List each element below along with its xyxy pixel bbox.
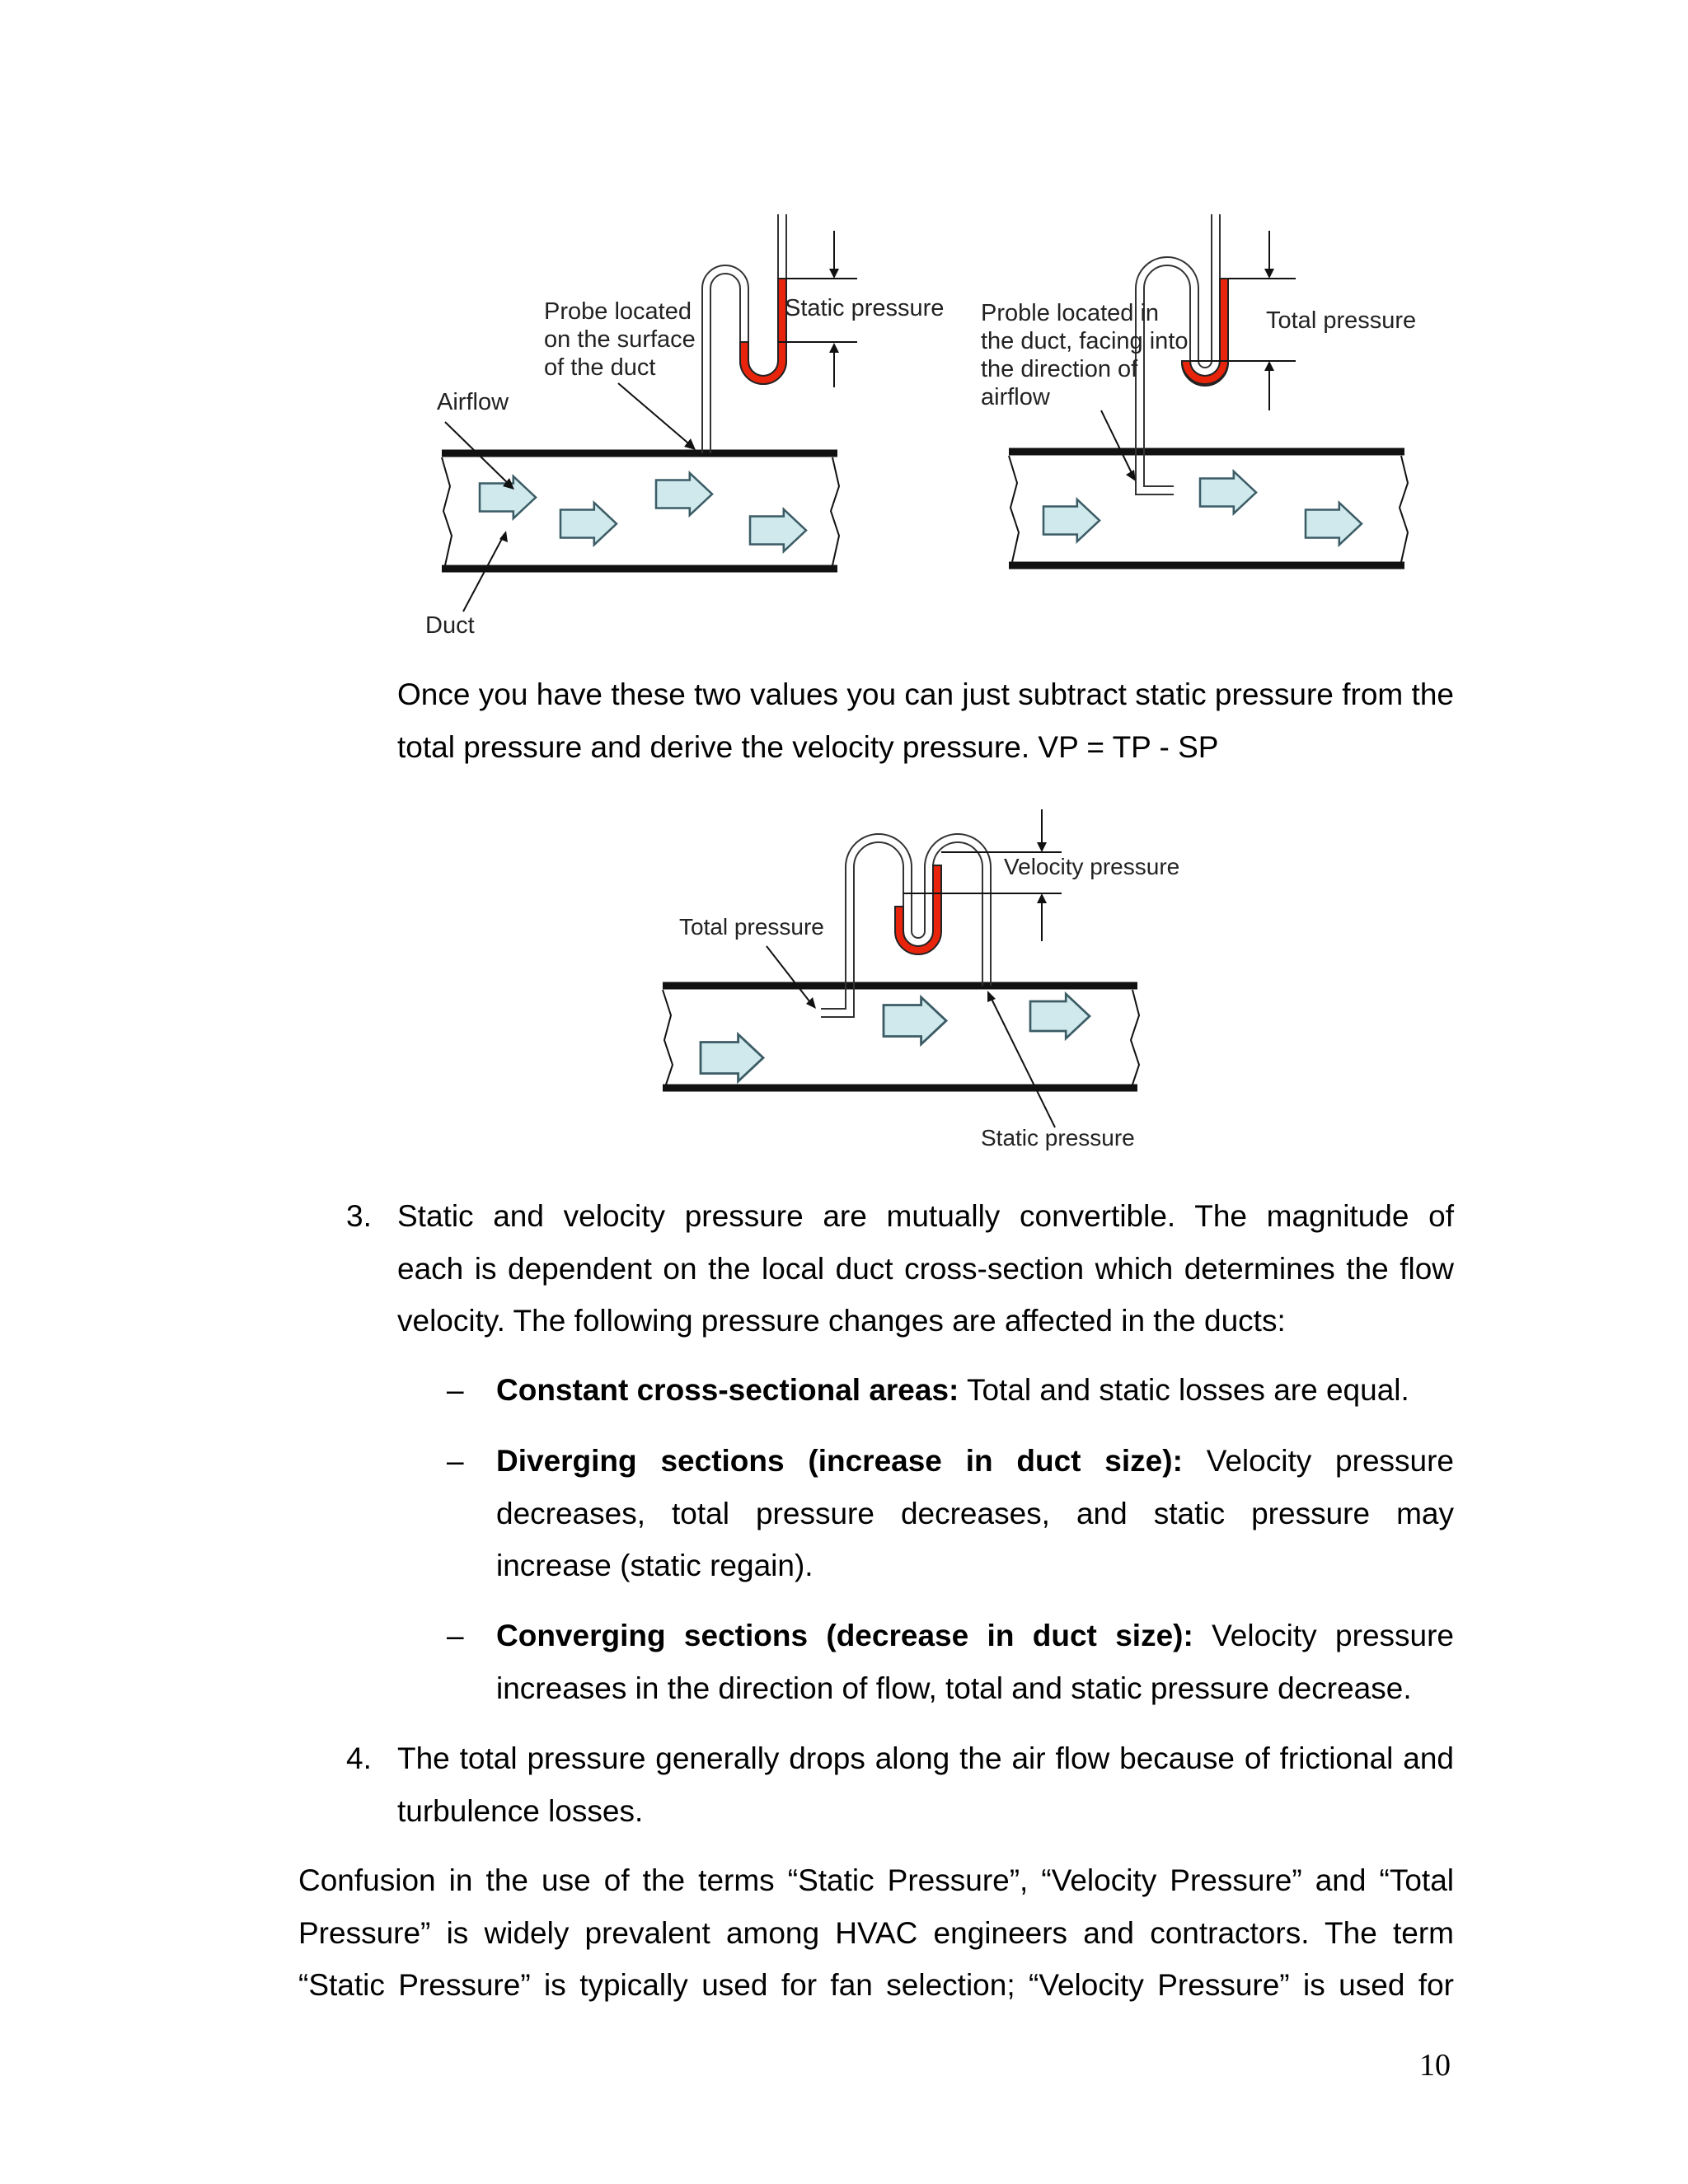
flow-arrow <box>1043 499 1100 541</box>
text-line: each is dependent on the local duct cross-section which determines the flow <box>397 1251 1454 1286</box>
text-line: increases in the direction of flow, total and static pressure decrease. <box>496 1671 1412 1705</box>
bullet-heading: Converging sections (decrease in duct size): <box>496 1619 1193 1652</box>
bullet-item <box>496 1435 1454 1592</box>
static-pressure-label: Static pressure <box>785 295 945 321</box>
flow-arrow <box>560 503 617 545</box>
text-line: Once you have these two values you can just subtract static pressure from the <box>397 677 1454 711</box>
probe-label-line: of the duct <box>544 354 656 381</box>
total-pressure-label: Total pressure <box>679 914 824 940</box>
flow-arrow <box>750 509 806 551</box>
text-line: total pressure and derive the velocity pressure. VP = TP - SP <box>397 729 1219 764</box>
text-line: Confusion in the use of the terms “Static Pressure”, “Velocity Pressure” and “Total <box>298 1863 1454 1897</box>
left-duct-panel <box>425 214 944 639</box>
bullet-dash: – <box>447 1373 464 1407</box>
figure-velocity-pressure <box>643 808 1220 1162</box>
text-line: Static and velocity pressure are mutually convertible. The magnitude of <box>397 1199 1454 1233</box>
list-item-3 <box>397 1190 1454 1347</box>
probe-label-line: Probe located <box>544 298 692 325</box>
text-line: Diverging sections (increase in duct size): Velocity pressure <box>496 1444 1454 1478</box>
text-line: The total pressure generally drops along the air flow because of frictional and <box>397 1741 1454 1775</box>
page-number: 10 <box>1419 2048 1451 2083</box>
flow-arrow <box>656 473 712 515</box>
flow-arrow <box>1030 994 1090 1038</box>
bullet-dash: – <box>447 1619 464 1652</box>
duct-label: Duct <box>425 612 475 639</box>
right-duct-panel <box>981 214 1416 565</box>
figure-static-total-pressure <box>412 206 1434 651</box>
bullet-item <box>496 1364 1454 1417</box>
probe-label-line: on the surface <box>544 326 696 353</box>
list-marker: 3. <box>346 1199 372 1233</box>
flow-arrow <box>701 1034 763 1081</box>
flow-arrow <box>1306 503 1362 545</box>
text-line: Converging sections (decrease in duct size): Velocity pressure <box>496 1619 1454 1652</box>
text-line: turbulence losses. <box>397 1793 644 1828</box>
probe-label-line: airflow <box>981 384 1050 410</box>
list-marker: 4. <box>346 1741 372 1775</box>
bullet-heading: Diverging sections (increase in duct size): <box>496 1444 1183 1478</box>
flow-arrow <box>884 997 946 1044</box>
closing-paragraph <box>298 1854 1454 2012</box>
airflow-label: Airflow <box>437 389 509 415</box>
text-line: Constant cross-sectional areas: Total and static losses are equal. <box>496 1373 1409 1407</box>
intro-paragraph <box>397 668 1454 773</box>
total-pressure-label: Total pressure <box>1266 307 1417 334</box>
bullet-item <box>496 1610 1454 1714</box>
text-line: velocity. The following pressure changes are affected in the ducts: <box>397 1304 1286 1338</box>
probe-label-line: the direction of <box>981 356 1138 382</box>
probe-label-line: the duct, facing into <box>981 328 1189 354</box>
bullet-heading: Constant cross-sectional areas: <box>496 1373 959 1407</box>
text-line: “Static Pressure” is typically used for fan selection; “Velocity Pressure” is used for <box>298 1968 1454 2002</box>
static-pressure-label: Static pressure <box>981 1125 1135 1151</box>
bullet-dash: – <box>447 1444 464 1478</box>
list-item-4 <box>397 1732 1454 1837</box>
text-line: decreases, total pressure decreases, and static pressure may <box>496 1496 1454 1530</box>
probe-label-line: Proble located in <box>981 300 1160 326</box>
flow-arrow <box>1200 471 1256 513</box>
velocity-pressure-label: Velocity pressure <box>1004 854 1180 879</box>
text-line: Pressure” is widely prevalent among HVAC engineers and contractors. The term <box>298 1915 1454 1950</box>
text-line: increase (static regain). <box>496 1549 814 1582</box>
